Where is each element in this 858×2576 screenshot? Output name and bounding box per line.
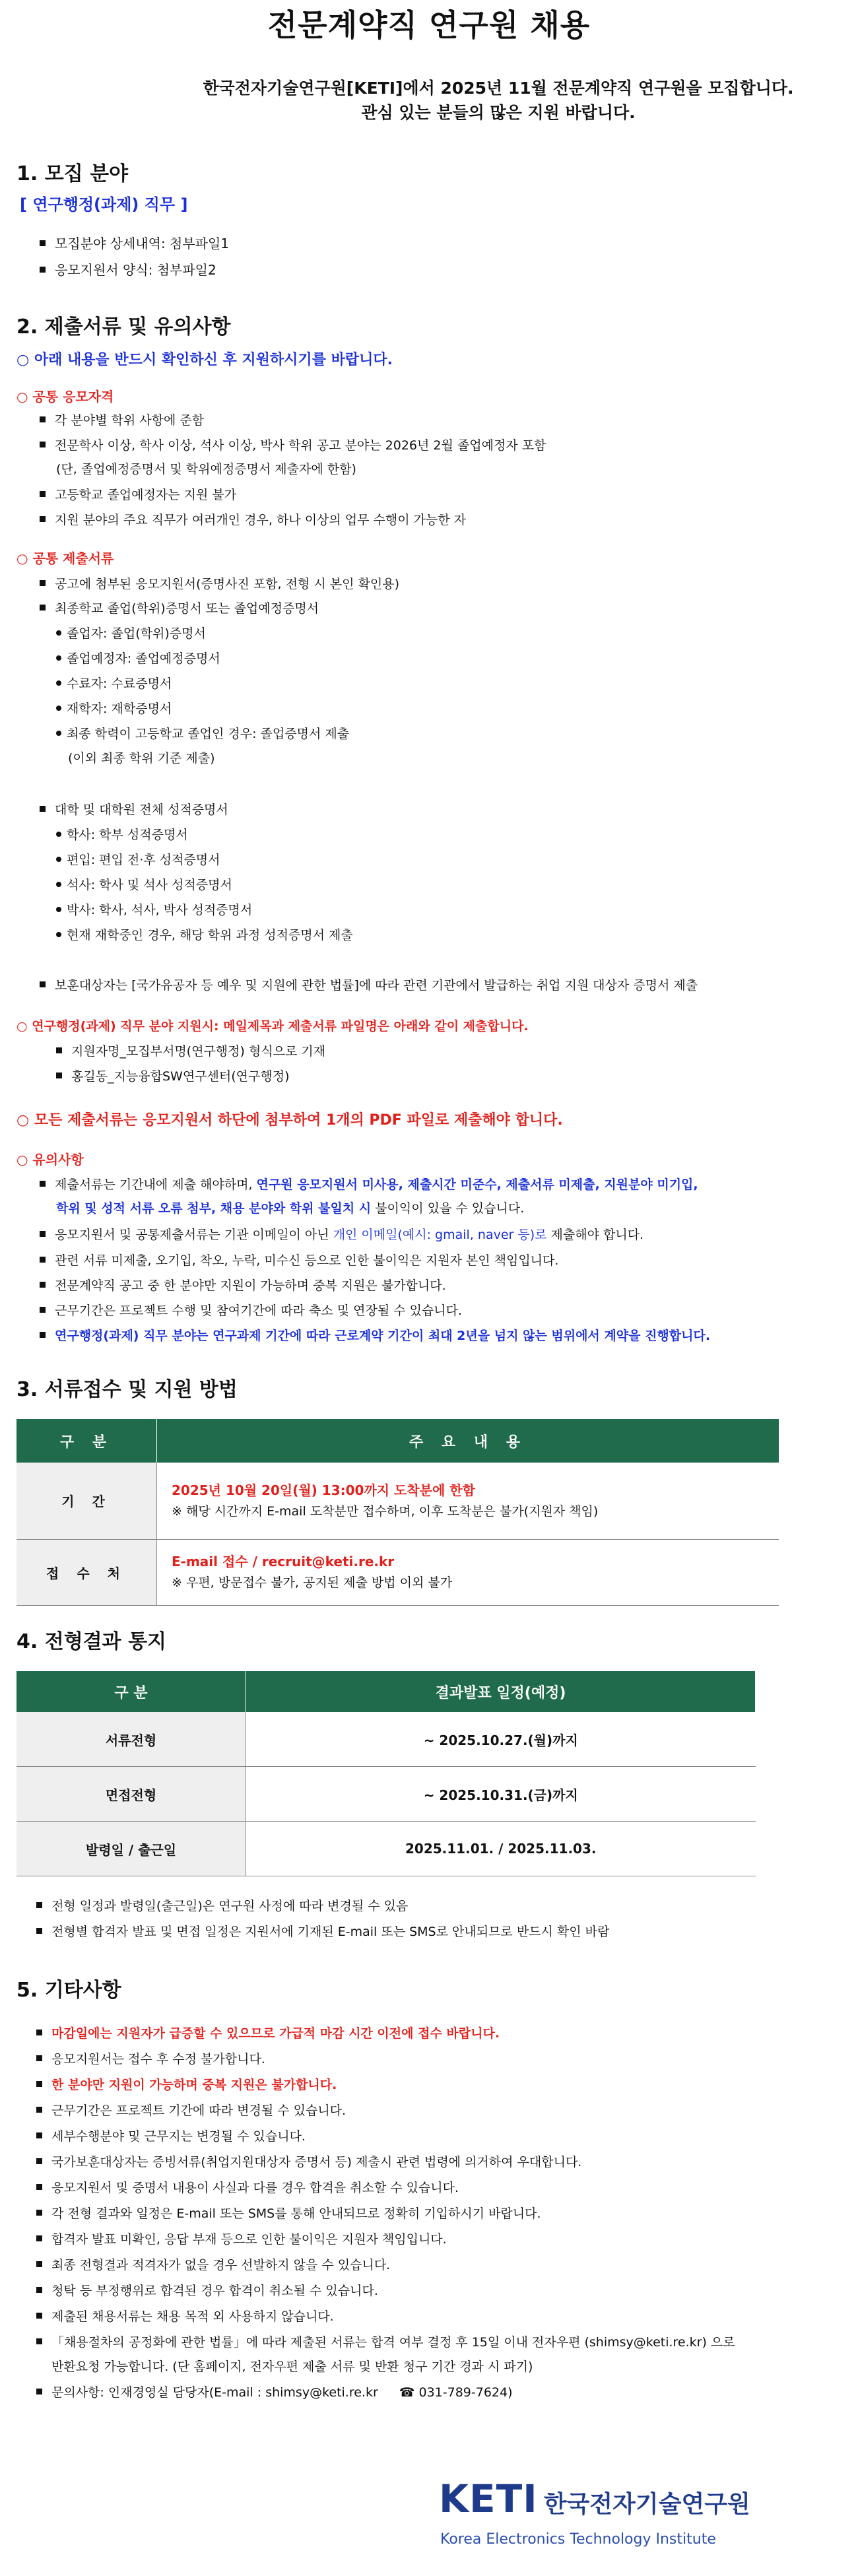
row-value: 2025.11.01. / 2025.11.03. xyxy=(246,1822,756,1876)
bullet-square-icon xyxy=(40,267,46,273)
list-item-text: 청탁 등 부정행위로 합격된 경우 합격이 취소될 수 있습니다. xyxy=(51,2284,378,2298)
list-item xyxy=(40,411,204,428)
bullet-square-icon xyxy=(36,2261,42,2267)
list-item-text: 공고에 첨부된 응모지원서(증명사진 포함, 전형 시 본인 확인용) xyxy=(55,577,399,591)
caution-text: 응모지원서 및 공통제출서류는 기관 이메일이 아닌 xyxy=(55,1228,333,1242)
caution-text: 제출해야 합니다. xyxy=(546,1228,644,1242)
list-item xyxy=(36,2383,513,2400)
logo-mark: KETI xyxy=(439,2476,538,2521)
table-header-row xyxy=(16,1419,779,1463)
list-item-text: 응모지원서는 접수 후 수정 불가합니다. xyxy=(51,2052,265,2066)
bullet-square-icon xyxy=(40,416,46,422)
sub-list-item xyxy=(56,925,353,943)
common-documents-title: ○ 공통 제출서류 xyxy=(16,550,114,566)
sub-list-item xyxy=(56,674,172,692)
sub-list-item xyxy=(56,624,206,642)
table-row xyxy=(16,1767,756,1822)
sub-list-item xyxy=(56,699,172,717)
bullet-dot-icon xyxy=(56,706,61,711)
list-item xyxy=(40,259,216,279)
list-item xyxy=(36,2075,337,2093)
list-item-text: 한 분야만 지원이 가능하며 중복 지원은 불가합니다. xyxy=(51,2078,337,2092)
list-item xyxy=(56,1041,325,1059)
common-qualification-title: ○ 공통 응모자격 xyxy=(16,389,114,405)
table-header-cell: 주 요 내 용 xyxy=(157,1419,779,1463)
list-item xyxy=(40,436,546,453)
list-item xyxy=(40,800,228,818)
list-item xyxy=(36,2049,265,2067)
list-item-text: 보훈대상자는 [국가유공자 등 예우 및 지원에 관한 법률]에 따라 관련 기관에서 발급하는 취업 지원 대상자 증명서 제출 xyxy=(55,978,698,993)
sub-list-item xyxy=(56,649,220,667)
list-item-text: 제출된 채용서류는 채용 목적 외 사용하지 않습니다. xyxy=(51,2309,334,2324)
sub-list-item-text: 수료자: 수료증명서 xyxy=(67,677,172,691)
sub-list-item xyxy=(56,875,232,893)
bullet-square-icon xyxy=(36,2081,42,2087)
bullet-dot-icon xyxy=(56,832,61,837)
list-item xyxy=(36,2307,334,2325)
deadline-note: ※ 해당 시간까지 E-mail 도착분만 접수하며, 이후 도착분은 불가(지원자 책임) xyxy=(172,1503,599,1519)
sub-list-item-text: 편입: 편입 전·후 성적증명서 xyxy=(67,853,220,867)
keti-logo xyxy=(439,2476,750,2521)
email-submission-text[interactable]: E-mail 접수 / recruit@keti.re.kr xyxy=(172,1554,395,1569)
list-item-text: 각 전형 결과와 일정은 E-mail 또는 SMS를 통해 안내되므로 정확히 기입하시기 바랍니다. xyxy=(51,2206,541,2221)
bullet-square-icon xyxy=(56,1047,62,1053)
bullet-square-icon xyxy=(40,1231,46,1237)
page-title: 전문계약직 연구원 채용 xyxy=(267,7,591,43)
bullet-square-icon xyxy=(36,2287,42,2293)
list-item-text: 국가보훈대상자는 증빙서류(취업지원대상자 증명서 등) 제출시 관련 법령에 의거하여 우대합니다. xyxy=(51,2155,582,2169)
bullet-square-icon xyxy=(40,806,46,812)
bullet-square-icon xyxy=(40,516,46,522)
bullet-square-icon xyxy=(36,2132,42,2138)
recruit-field: [ 연구행정(과제) 직무 ] xyxy=(20,195,188,214)
bullet-square-icon xyxy=(56,1073,62,1078)
section-5-heading: 5. 기타사항 xyxy=(16,1979,121,2002)
list-item xyxy=(36,2332,735,2350)
caution-item xyxy=(40,1301,462,1319)
list-item xyxy=(36,2101,346,2119)
bullet-square-icon xyxy=(36,1928,42,1934)
list-item-text: 전문학사 이상, 학사 이상, 석사 이상, 박사 학위 공고 분야는 2026년 2월 졸업예정자 포함 xyxy=(55,438,546,453)
list-item xyxy=(36,2255,390,2273)
table-header-row xyxy=(16,1671,756,1712)
row-label: 서류전형 xyxy=(16,1712,246,1767)
bullet-square-icon xyxy=(36,2030,42,2035)
list-item xyxy=(40,485,236,503)
bullet-square-icon xyxy=(40,580,46,586)
bullet-square-icon xyxy=(36,2210,42,2216)
intro-line-1: 한국전자기술연구원[KETI]에서 2025년 11월 전문계약직 연구원을 모집합니다. xyxy=(203,79,794,98)
bullet-square-icon xyxy=(40,605,46,611)
bullet-square-icon xyxy=(40,981,46,987)
section-4-heading: 4. 전형결과 통지 xyxy=(16,1630,167,1653)
row-label: 면접전형 xyxy=(16,1767,246,1822)
list-item xyxy=(36,2024,500,2041)
caution-emphasis: 학위 및 성적 서류 오류 첨부, 채용 분야와 학위 불일치 시 xyxy=(56,1201,372,1216)
pdf-notice: ○ 모든 제출서류는 응모지원서 하단에 첨부하여 1개의 PDF 파일로 제출해야 합니다. xyxy=(16,1112,563,1129)
row-label: 발령일 / 출근일 xyxy=(16,1822,246,1876)
list-item-text: 반환요청 가능합니다. (단 홈페이지, 전자우편 제출 서류 및 반환 청구 기간 경과 시 파기) xyxy=(51,2360,533,2374)
list-item xyxy=(40,574,399,592)
result-schedule-table xyxy=(16,1671,756,1876)
row-content xyxy=(157,1539,779,1605)
logo-english-name: Korea Electronics Technology Institute xyxy=(440,2531,716,2548)
row-value: ~ 2025.10.27.(월)까지 xyxy=(246,1712,756,1767)
table-header-cell: 구 분 xyxy=(16,1419,157,1463)
list-item xyxy=(56,1067,289,1084)
caution-item xyxy=(40,1175,698,1193)
bullet-square-icon xyxy=(36,2055,42,2061)
table-row xyxy=(16,1463,779,1539)
sub-list-item-text: 석사: 학사 및 석사 성적증명서 xyxy=(67,878,232,892)
list-item xyxy=(36,2204,541,2222)
contact-text: 문의사항: 인재경영실 담당자(E-mail : shimsy@keti.re.kr xyxy=(51,2385,378,2400)
list-item-text: 마감일에는 지원자가 급증할 수 있으므로 가급적 마감 시간 이전에 접수 바랍니다. xyxy=(51,2026,500,2041)
bullet-dot-icon xyxy=(56,630,61,636)
bullet-dot-icon xyxy=(56,857,61,862)
list-item xyxy=(36,2281,378,2299)
list-item-text: 지원자명_모집부서명(연구행정) 형식으로 기재 xyxy=(71,1044,326,1059)
file-naming-title: ○ 연구행정(과제) 직무 분야 지원시: 메일제목과 제출서류 파일명은 아래와 같이 제출합니다. xyxy=(16,1019,529,1034)
bullet-square-icon xyxy=(40,442,46,447)
bullet-square-icon xyxy=(40,1282,46,1288)
sub-list-item-text: 졸업예정자: 졸업예정증명서 xyxy=(67,651,220,666)
list-item-text: 대학 및 대학원 전체 성적증명서 xyxy=(55,803,228,817)
deadline-text: 2025년 10월 20일(월) 13:00까지 도착분에 한함 xyxy=(172,1482,475,1498)
sub-list-item-text: 학사: 학부 성적증명서 xyxy=(67,828,188,842)
sub-list-item xyxy=(56,900,252,918)
row-label: 접 수 처 xyxy=(16,1539,157,1605)
bullet-square-icon xyxy=(40,1307,46,1313)
sub-list-item-text: 최종 학력이 고등학교 졸업인 경우: 졸업증명서 제출 xyxy=(67,727,350,741)
list-item-text: 세부수행분야 및 근무지는 변경될 수 있습니다. xyxy=(51,2129,306,2144)
row-value: ~ 2025.10.31.(금)까지 xyxy=(246,1767,756,1822)
list-item xyxy=(40,599,319,616)
list-item-text: 최종 전형결과 적격자가 없을 경우 선발하지 않을 수 있습니다. xyxy=(51,2258,391,2272)
bullet-square-icon xyxy=(36,2389,42,2394)
list-item-text: 합격자 발표 미확인, 응답 부재 등으로 인한 불이익은 지원자 책임입니다. xyxy=(51,2232,447,2247)
caution-item xyxy=(40,1326,710,1344)
list-item xyxy=(36,1922,609,1940)
intro-line-2: 관심 있는 분들의 많은 지원 바랍니다. xyxy=(361,103,636,122)
caution-title: ○ 유의사항 xyxy=(16,1152,84,1168)
caution-item xyxy=(40,1225,644,1243)
table-row xyxy=(16,1712,756,1767)
bullet-dot-icon xyxy=(56,655,61,661)
caution-item-cont xyxy=(56,1199,524,1216)
row-content xyxy=(157,1463,779,1539)
list-item-text: (단, 졸업예정증명서 및 학위예정증명서 제출자에 한함) xyxy=(56,462,356,477)
bullet-square-icon xyxy=(36,2107,42,2113)
bullet-square-icon xyxy=(36,2184,42,2190)
bullet-dot-icon xyxy=(56,680,61,686)
caution-text: 관련 서류 미제출, 오기입, 착오, 누락, 미수신 등으로 인한 불이익은 지원자 본인 책임입니다. xyxy=(55,1253,559,1268)
caution-emphasis: 연구원 응모지원서 미사용, 제출시간 미준수, 제출서류 미제출, 지원분야 미기입, xyxy=(256,1177,698,1192)
list-item xyxy=(36,2152,581,2170)
list-item-text: 근무기간은 프로젝트 기간에 따라 변경될 수 있습니다. xyxy=(51,2103,346,2118)
submission-note: ※ 우편, 방문접수 불가, 공지된 제출 방법 이외 불가 xyxy=(172,1575,453,1590)
caution-item xyxy=(40,1251,558,1269)
caution-item xyxy=(40,1276,446,1294)
sub-list-item-text: 졸업자: 졸업(학위)증명서 xyxy=(67,626,206,641)
list-item-text: 응모지원서 및 증명서 내용이 사실과 다를 경우 합격을 취소할 수 있습니다. xyxy=(51,2181,459,2195)
bullet-square-icon xyxy=(36,2158,42,2164)
list-item xyxy=(36,1896,408,1914)
sub-list-item-text: 박사: 학사, 석사, 박사 성적증명서 xyxy=(67,903,253,917)
list-item-text: 응모지원서 양식: 첨부파일2 xyxy=(55,262,216,278)
bullet-dot-icon xyxy=(56,932,61,937)
list-item-text: 「채용절차의 공정화에 관한 법률」에 따라 제출된 서류는 합격 여부 결정 후 15일 이내 전자우편 (shimsy@keti.re.kr) 으로 xyxy=(51,2335,735,2350)
sub-list-item-text: 현재 재학중인 경우, 해당 학위 과정 성적증명서 제출 xyxy=(67,928,353,942)
list-item xyxy=(36,2229,447,2247)
bullet-square-icon xyxy=(40,1257,46,1263)
table-row xyxy=(16,1539,779,1605)
sub-list-item-text: 재학자: 재학증명서 xyxy=(67,702,172,716)
list-item xyxy=(36,2127,306,2144)
notice-text: ○ 아래 내용을 반드시 확인하신 후 지원하시기를 바랍니다. xyxy=(16,352,393,368)
bullet-square-icon xyxy=(36,1902,42,1908)
list-item xyxy=(40,510,466,528)
caution-text: 근무기간은 프로젝트 수행 및 참여기간에 따라 축소 및 연장될 수 있습니다. xyxy=(55,1304,463,1318)
list-item-text: 전형별 합격자 발표 및 면접 일정은 지원서에 기재된 E-mail 또는 SMS로 안내되므로 반드시 확인 바람 xyxy=(51,1925,610,1939)
caution-text: 전문계약직 공고 중 한 분야만 지원이 가능하며 중복 지원은 불가합니다. xyxy=(55,1278,446,1293)
bullet-square-icon xyxy=(36,2313,42,2319)
caution-text: 연구행정(과제) 직무 분야는 연구과제 기간에 따라 근로계약 기간이 최대 2년을 넘지 않는 범위에서 계약을 진행합니다. xyxy=(55,1329,711,1343)
table-header-cell: 구 분 xyxy=(16,1671,246,1712)
list-item xyxy=(40,233,229,252)
list-item-text: 홍길동_지능융합SW연구센터(연구행정) xyxy=(71,1069,290,1084)
list-item-text: 최종학교 졸업(학위)증명서 또는 졸업예정증명서 xyxy=(55,601,319,616)
caution-text: 제출서류는 기간내에 제출 해야하며, xyxy=(55,1177,257,1192)
table-row xyxy=(16,1822,756,1876)
phone-text: ☎ 031-789-7624) xyxy=(399,2385,513,2400)
list-item xyxy=(36,2178,459,2196)
list-item-text: 각 분야별 학위 사항에 준함 xyxy=(55,413,205,428)
bullet-dot-icon xyxy=(56,907,61,912)
bullet-square-icon xyxy=(36,2338,42,2344)
list-item-text: 고등학교 졸업예정자는 지원 불가 xyxy=(55,488,237,502)
sub-list-item xyxy=(56,724,349,742)
list-item xyxy=(40,975,698,993)
list-item-text: 지원 분야의 주요 직무가 여러개인 경우, 하나 이상의 업무 수행이 가능한 자 xyxy=(55,513,467,527)
section-2-heading: 2. 제출서류 및 유의사항 xyxy=(16,315,231,339)
list-item-text: 전형 일정과 발령일(출근일)은 연구원 사정에 따라 변경될 수 있음 xyxy=(51,1899,409,1913)
bullet-square-icon xyxy=(40,1181,46,1187)
bullet-square-icon xyxy=(36,2235,42,2241)
caution-emphasis: 개인 이메일(예시: gmail, naver 등)로 xyxy=(333,1228,547,1242)
bullet-dot-icon xyxy=(56,731,61,736)
sub-list-item-text: (이외 최종 학위 기준 제출) xyxy=(68,751,215,766)
bullet-square-icon xyxy=(40,240,46,246)
caution-text: 불이익이 있을 수 있습니다. xyxy=(371,1201,525,1216)
section-1-heading: 1. 모집 분야 xyxy=(16,162,129,185)
sub-list-item xyxy=(56,825,188,843)
bullet-square-icon xyxy=(40,1332,46,1338)
bullet-square-icon xyxy=(40,491,46,497)
section-3-heading: 3. 서류접수 및 지원 방법 xyxy=(16,1378,238,1401)
application-table xyxy=(16,1419,779,1606)
table-header-cell: 결과발표 일정(예정) xyxy=(246,1671,756,1712)
list-item-text: 모집분야 상세내역: 첨부파일1 xyxy=(55,236,230,251)
logo-korean-name: 한국전자기술연구원 xyxy=(543,2491,750,2518)
bullet-dot-icon xyxy=(56,882,61,887)
sub-list-item xyxy=(56,850,220,868)
row-label: 기 간 xyxy=(16,1463,157,1539)
